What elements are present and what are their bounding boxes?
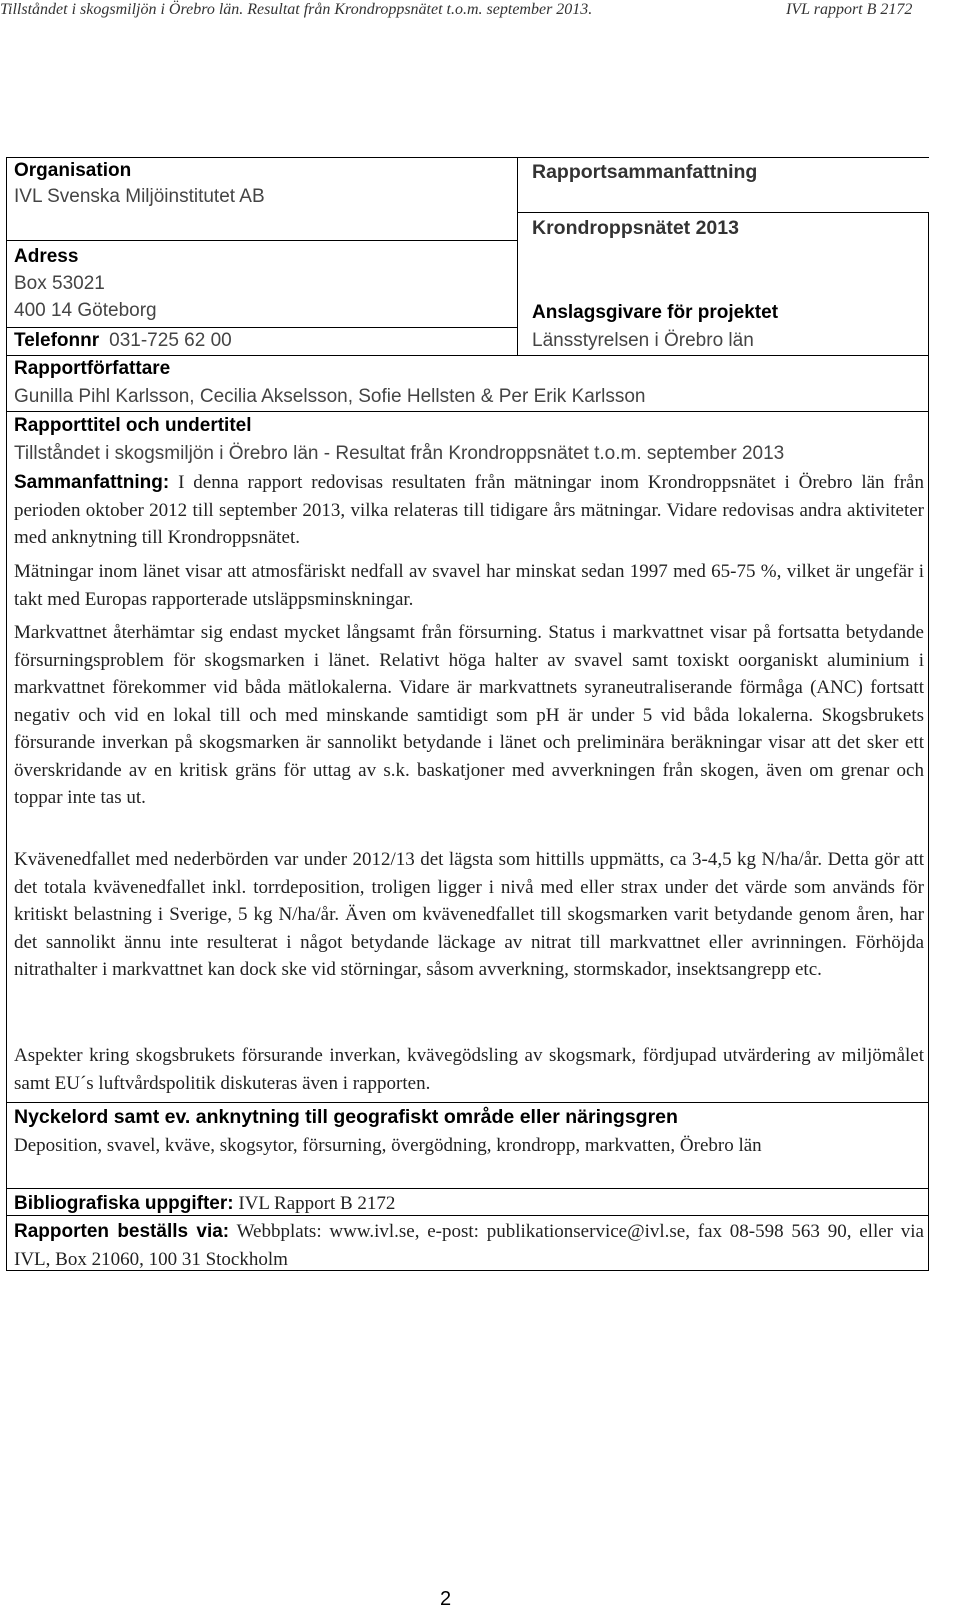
phone-row [14, 330, 232, 353]
organisation-label: Organisation [14, 160, 132, 181]
summary-text-2: Mätningar inom länet visar att atmosfäriskt nedfall av svavel har minskat sedan 1997 med 65-75 %, vilket är ungefär i takt med Europas rapporterade utsläppsminskningar. [14, 561, 924, 610]
border-under-authors [6, 411, 929, 412]
border-under-summary [6, 1102, 929, 1103]
biblio-section [14, 1190, 924, 1218]
report-title-value: Tillståndet i skogsmiljön i Örebro län - Resultat från Krondroppsnätet t.o.m. september 2013 [14, 443, 785, 464]
order-section [14, 1218, 924, 1273]
summary-text-1: I denna rapport redovisas resultaten från mätningar inom Krondroppsnätet i Örebro län från perioden oktober 2012 till september 2013, vilka relateras till tidigare års mätningar. Vidare redovisas andra aktiviteter med anknytning till Krondroppsnätet. [14, 472, 924, 548]
biblio-label: Bibliografiska uppgifter: [14, 1193, 234, 1214]
border-under-organisation [6, 240, 517, 241]
running-header [0, 0, 960, 24]
border-right [928, 212, 929, 1271]
running-header-title: Tillståndet i skogsmiljön i Örebro län. Resultat från Krondroppsnätet t.o.m. september 2013. [0, 1, 593, 18]
summary-paragraph-1 [14, 469, 924, 552]
address-line-1: Box 53021 [14, 273, 105, 294]
border-under-address [6, 327, 517, 328]
funder-label: Anslagsgivare för projektet [532, 302, 779, 323]
summary-paragraph-2 [14, 558, 924, 613]
phone-value: 031-725 62 00 [109, 330, 232, 351]
project-name: Krondroppsnätet 2013 [532, 217, 739, 239]
border-under-phone [6, 355, 929, 356]
border-top-left [6, 157, 929, 158]
border-left [6, 157, 7, 1271]
authors-label: Rapportförfattare [14, 358, 171, 379]
address-line-2: 400 14 Göteborg [14, 300, 157, 321]
summary-text-5: Aspekter kring skogsbrukets försurande inverkan, kvävegödsling av skogsmark, fördjupad utvärdering av miljömålet samt EU´s luftvårdspolitik diskuteras även i rapporten. [14, 1045, 924, 1094]
summary-paragraph-3 [14, 619, 924, 812]
running-header-report-id: IVL rapport B 2172 [786, 1, 913, 18]
page-number: 2 [440, 1588, 452, 1610]
border-under-keywords [6, 1188, 929, 1189]
order-label: Rapporten beställs via: [14, 1221, 230, 1242]
summary-paragraph-5 [14, 1042, 924, 1097]
keywords-label: Nyckelord samt ev. anknytning till geografiskt område eller näringsgren [14, 1106, 678, 1128]
summary-paragraph-4 [14, 846, 924, 984]
summary-title: Rapportsammanfattning [532, 161, 758, 183]
phone-label: Telefonnr [14, 330, 100, 351]
authors-value: Gunilla Pihl Karlsson, Cecilia Akselsson, Sofie Hellsten & Per Erik Karlsson [14, 386, 646, 407]
column-divider [517, 157, 518, 355]
order-value: Webbplats: www.ivl.se, e-post: publikationservice@ivl.se, fax 08-598 563 90, eller via IVL, Box 21060, 100 31 Stockholm [14, 1221, 924, 1270]
funder-value: Länsstyrelsen i Örebro län [532, 330, 754, 351]
address-label: Adress [14, 246, 79, 267]
summary-text-3: Markvattnet återhämtar sig endast mycket långsamt från försurning. Status i markvattnet visar på fortsatta betydande försurningsproblem för skogsmarken i länet. Relativt höga halter av svavel samt toxiskt oorganiskt aluminium i markvattnet förekommer vid båda mätlokalerna. Vidare är markvattnets syraneutraliserande förmåga (ANC) fortsatt negativ och vid en lokal till och med minskande samtidigt som pH är under 5 vid båda lokalerna. Skogsbrukets försurande inverkan på skogsmarken är sannolikt betydande i länet och preliminära beräkningar visar att det sker ett överskridande av en kritisk gräns för uttag av s.k. baskatjoner med avverkningen från skogen, även om grenar och toppar inte tas ut. [14, 622, 924, 808]
report-title-label: Rapporttitel och undertitel [14, 415, 252, 436]
keywords-section [14, 1104, 924, 1159]
biblio-value: IVL Rapport B 2172 [238, 1193, 396, 1214]
summary-text-4: Kvävenedfallet med nederbörden var under 2012/13 det lägsta som hittills uppmätts, ca 3-4,5 kg N/ha/år. Detta gör att det totala kvävenedfallet inkl. torrdeposition, troligen ligger i nivå med eller strax under det värde som används för kritiskt belastning i Sverige, 5 kg N/ha/år. Även om kvävenedfallet till skogsmarken varit betydande genom åren, har det sannolikt ännu inte resulterat i något betydande läckage av nitrat till markvattnet eller avrinningen. Förhöjda nitrathalter i markvattnet kan dock ske vid störningar, såsom avverkning, stormskador, insektsangrepp etc. [14, 849, 924, 980]
border-under-title [517, 212, 929, 213]
organisation-value: IVL Svenska Miljöinstitutet AB [14, 186, 265, 207]
summary-label: Sammanfattning: [14, 472, 170, 493]
keywords-value: Deposition, svavel, kväve, skogsytor, försurning, övergödning, krondropp, markvatten, Örebro län [14, 1134, 762, 1156]
